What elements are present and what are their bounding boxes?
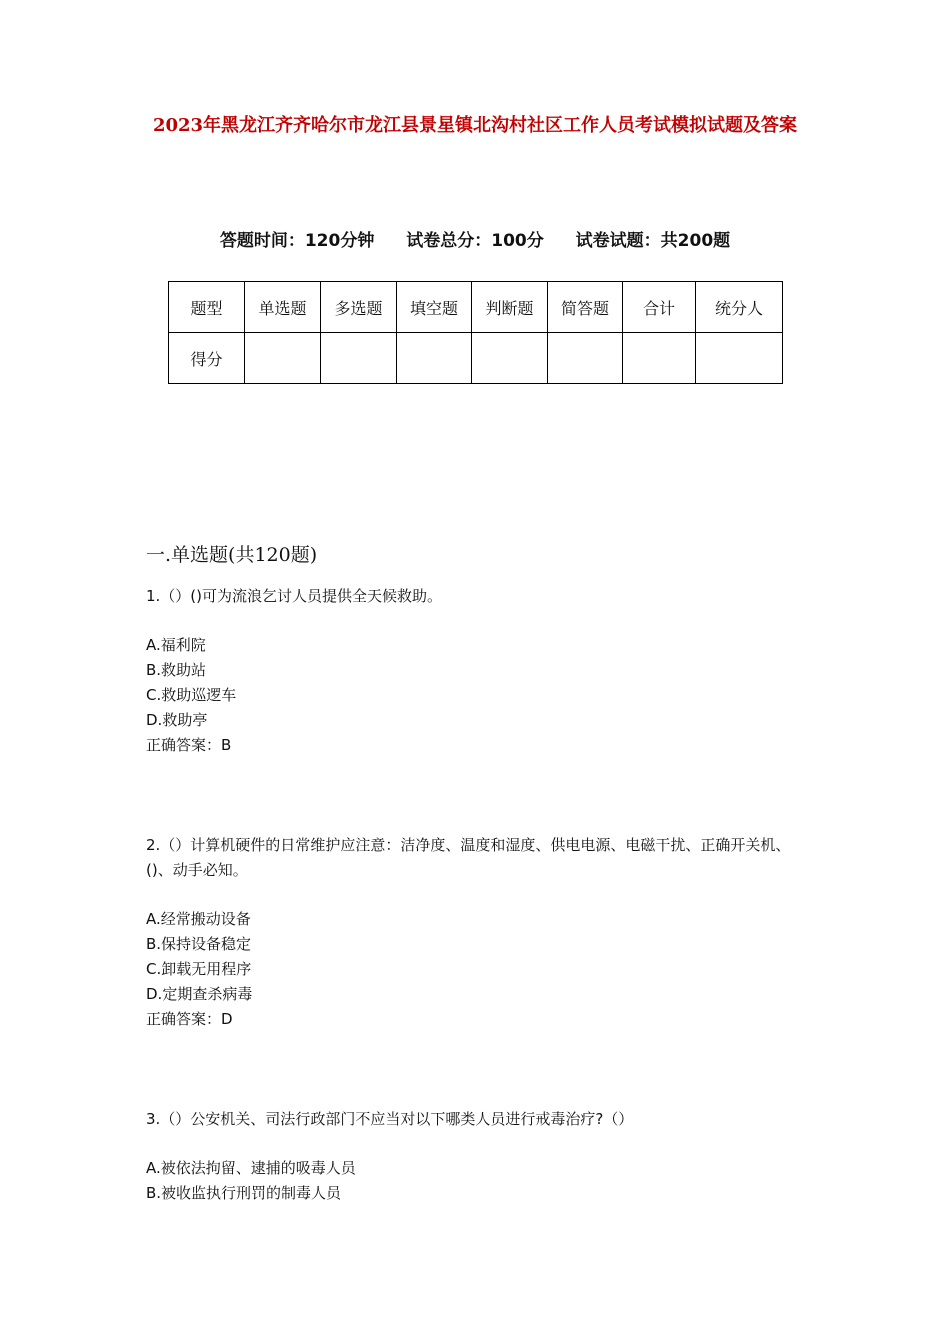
option-b: B.被收监执行刑罚的制毒人员 — [146, 1184, 342, 1202]
option-a: A.被依法拘留、逮捕的吸毒人员 — [146, 1159, 356, 1177]
header-cell-fill: 填空题 — [397, 282, 472, 333]
question-2 — [146, 833, 816, 1032]
document-title: 2023年黑龙江齐齐哈尔市龙江县景星镇北沟村社区工作人员考试模拟试题及答案 — [152, 115, 798, 136]
option-b: B.保持设备稳定 — [146, 935, 252, 953]
question-stem: 2.（）计算机硬件的日常维护应注意：洁净度、温度和湿度、供电电源、电磁干扰、正确开关机、 ()、动手必知。 — [146, 836, 791, 879]
correct-answer: 正确答案：B — [146, 736, 232, 754]
score-cell — [472, 333, 548, 384]
option-b: B.救助站 — [146, 661, 207, 679]
score-cell — [623, 333, 696, 384]
header-cell-multi: 多选题 — [321, 282, 397, 333]
option-d: D.救助亭 — [146, 711, 208, 729]
exam-time: 答题时间：120分钟 — [219, 231, 375, 251]
exam-total-score: 试卷总分：100分 — [406, 231, 544, 251]
score-cell — [696, 333, 783, 384]
header-cell-total: 合计 — [623, 282, 696, 333]
correct-answer: 正确答案：D — [146, 1010, 233, 1028]
score-cell — [321, 333, 397, 384]
header-cell-single: 单选题 — [245, 282, 321, 333]
section-heading: 一.单选题(共120题) — [146, 544, 318, 566]
question-stem: 3.（）公安机关、司法行政部门不应当对以下哪类人员进行戒毒治疗?（） — [146, 1110, 634, 1128]
option-a: A.经常搬动设备 — [146, 910, 251, 928]
question-1 — [146, 584, 816, 758]
score-table-score-row — [169, 333, 783, 384]
option-d: D.定期查杀病毒 — [146, 985, 253, 1003]
header-cell-grader: 统分人 — [696, 282, 783, 333]
header-cell-judge: 判断题 — [472, 282, 548, 333]
score-row-label: 得分 — [169, 333, 245, 384]
option-c: C.卸载无用程序 — [146, 960, 252, 978]
score-cell — [245, 333, 321, 384]
header-cell-type: 题型 — [169, 282, 245, 333]
option-c: C.救助巡逻车 — [146, 686, 237, 704]
question-3 — [146, 1107, 816, 1206]
score-table-header-row — [169, 282, 783, 333]
score-cell — [548, 333, 623, 384]
option-a: A.福利院 — [146, 636, 206, 654]
question-stem: 1.（）()可为流浪乞讨人员提供全天候救助。 — [146, 587, 443, 605]
score-cell — [397, 333, 472, 384]
exam-info — [0, 226, 950, 251]
exam-question-count: 试卷试题：共200题 — [575, 231, 731, 251]
header-cell-short: 简答题 — [548, 282, 623, 333]
score-table — [168, 281, 783, 384]
